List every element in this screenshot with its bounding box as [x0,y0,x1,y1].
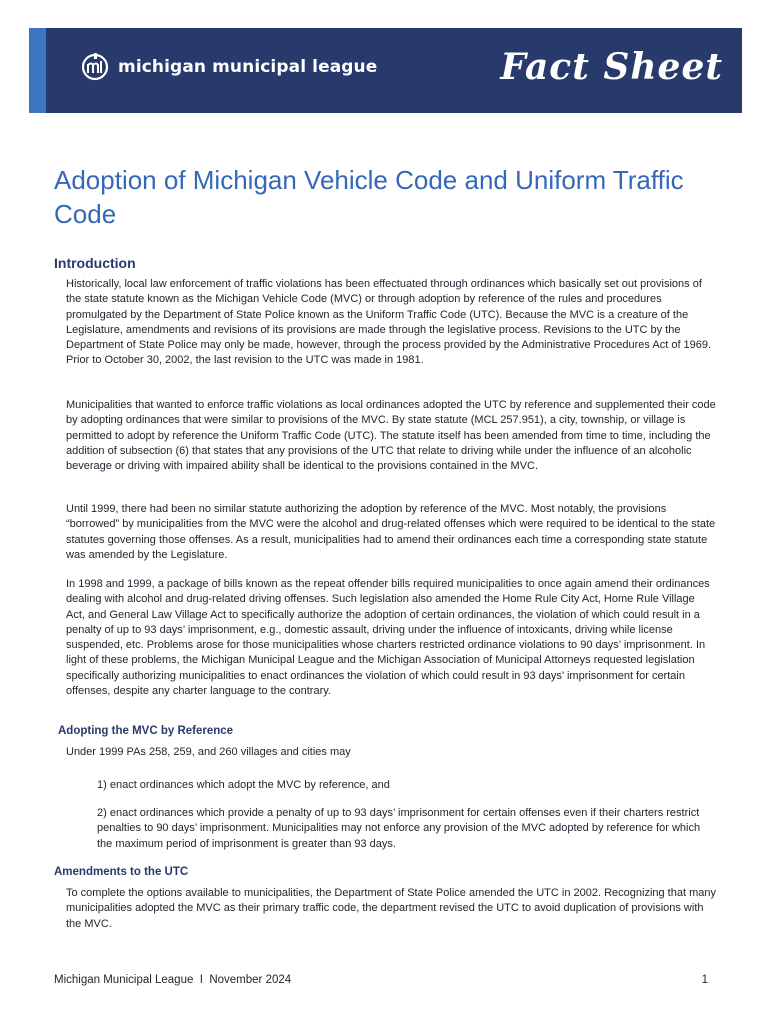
intro-paragraph-1: Historically, local law enforcement of traffic violations has been effectuated through ordinances which basically set out provisions of the state statute known as the Michigan Vehicle Code (MVC) or through adoption by reference of the rules and procedures promulgated by the Department of State Police known as the Uniform Traffic Code (UTC). Because the MVC is a creature of the Legislature, amendments and revisions of its provisions are made through the legislative process. Revisions to the UTC by the Department of State Police may only be made, however, through the process provided by the Administrative Procedures Act of 1969. Prior to October 30, 2002, the last revision to the UTC was made in 1981. [66,278,712,367]
mml-logo-icon [80,52,110,82]
fact-sheet-badge: Fact Sheet [500,46,723,88]
page-title: Adoption of Michigan Vehicle Code and Uniform Traffic Code [54,165,684,229]
adopting-mvc-item-1: 1) enact ordinances which adopt the MVC by reference, and [97,779,390,791]
org-name: michigan municipal league [118,57,378,77]
heading-introduction: Introduction [54,255,136,271]
intro-paragraph-2: Municipalities that wanted to enforce traffic violations as local ordinances adopted the UTC by reference and supplemented their code by adopting ordinances that were similar to provisions of the MVC. By state statute (MCL 257.951), a city, township, or village is permitted to adopt by reference the Uniform Traffic Code (UTC). The statute itself has been amended from time to time, including the addition of subsection (6) that states that any provisions of the UTC that relate to driving while under the influence of an alcoholic beverage or driving with impaired ability shall be identical to the provisions contained in the MVC. [66,399,716,473]
header-accent-bar [29,28,46,113]
footer-source: Michigan Municipal League I November 2024 [54,974,292,986]
page-number: 1 [701,974,708,986]
intro-paragraph-3: Until 1999, there had been no similar statute authorizing the adoption by reference of the MVC. Most notably, the provisions “borrowed” by municipalities from the MVC were the alcohol and drug-related offenses which were required to be identical to the state statutes governing those offenses. As a result, municipalities had to amend their ordinances each time a corresponding state statute was amended by the Legislature. [66,503,716,561]
adopting-mvc-item-2: 2) enact ordinances which provide a penalty of up to 93 days’ imprisonment for certain offenses even if their charters restrict penalties to 90 days’ imprisonment. Municipalities may not enforce any provision of the MVC adopted by reference for which the maximum period of imprisonment is greater than 93 days. [97,807,701,850]
heading-amendments-utc: Amendments to the UTC [54,866,189,878]
adopting-mvc-intro: Under 1999 PAs 258, 259, and 260 villages and cities may [66,746,351,758]
org-logo [80,49,377,85]
intro-paragraph-4: In 1998 and 1999, a package of bills known as the repeat offender bills required municipalities to once again amend their ordinances dealing with alcohol and drug-related driving offenses. Such legislation also amended the Home Rule City Act, Home Rule Village Act, and General Law Village Act to specifically authorize the adoption of certain ordinances, the violation of which could result in a penalty of up to 93 days’ imprisonment, e.g., domestic assault, driving under the influence of intoxicants, driving while license suspended, etc. Problems arose for those municipalities whose charters restricted ordinance violations to 90 days’ imprisonment. In light of these problems, the Michigan Municipal League and the Michigan Association of Municipal Attorneys requested legislation specifically authorizing municipalities to enact ordinances the violation of which could result in 93 days’ imprisonment for certain offenses, despite any charter language to the contrary. [66,578,710,698]
heading-adopting-mvc: Adopting the MVC by Reference [58,725,234,737]
amendments-utc-paragraph: To complete the options available to municipalities, the Department of State Police amended the UTC in 2002. Recognizing that many municipalities adopted the MVC as their primary traffic code, the department revised the UTC to avoid duplication of provisions with the MVC. [66,887,716,930]
